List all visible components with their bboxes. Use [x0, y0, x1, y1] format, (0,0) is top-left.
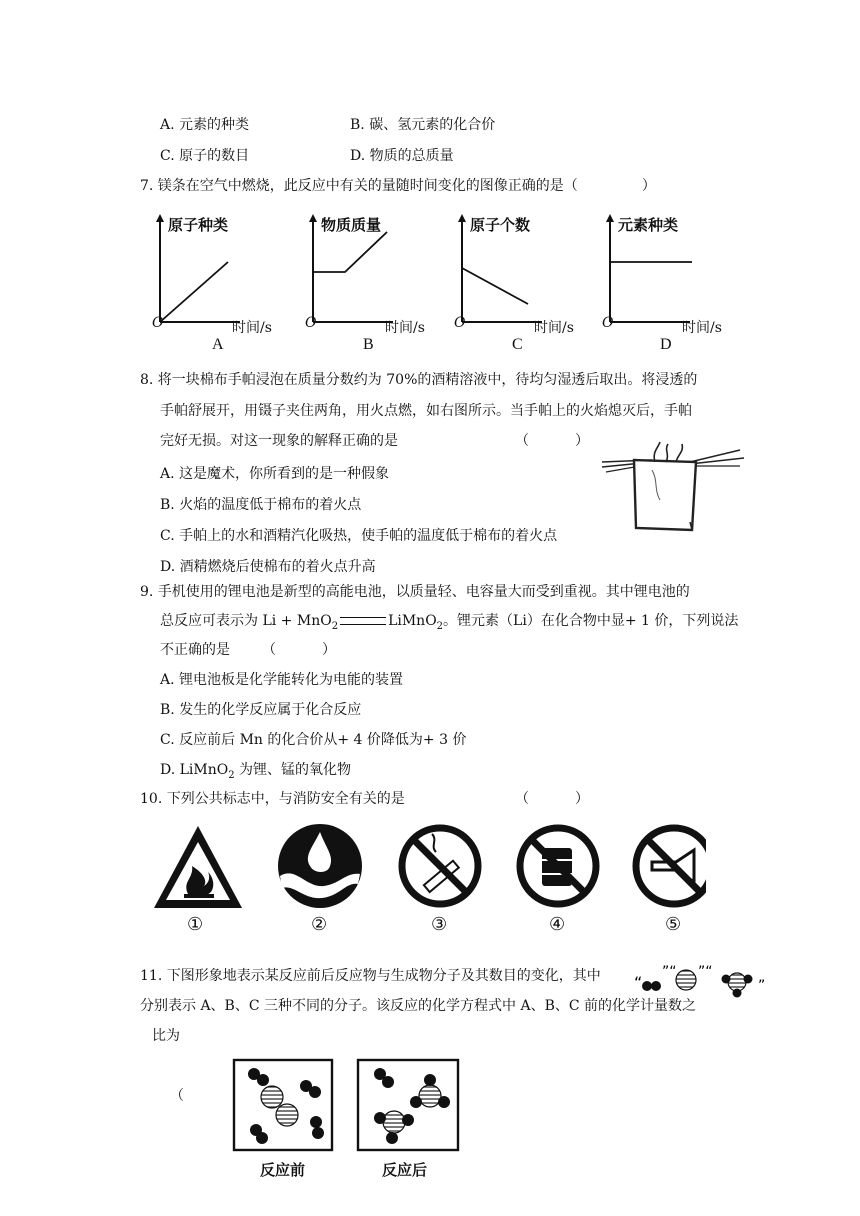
- q7-paren-close: ）: [641, 178, 656, 194]
- svg-text:”: ”: [758, 978, 766, 994]
- q9-option-a: A. 锂电池板是化学能转化为电能的装置: [160, 672, 404, 688]
- graph-c-origin: O: [454, 315, 466, 331]
- no-fuel-barrel-icon: [514, 822, 604, 912]
- q7-stem: [140, 176, 656, 196]
- q9-option-d-sub: 2: [228, 769, 235, 781]
- svg-text:”“: ”“: [698, 964, 713, 980]
- graph-b-title: 物质质量: [321, 216, 382, 234]
- q7-graph-a: [150, 210, 300, 360]
- q8-paren: [515, 431, 589, 451]
- q9-paren-open: （: [262, 642, 276, 658]
- q9-option-c: C. 反应前后 Mn 的化合价从+ 4 价降低为+ 3 价: [160, 732, 467, 748]
- q8-option-c: C. 手帕上的水和酒精汽化吸热，使手帕的温度低于棉布的着火点: [160, 528, 558, 544]
- q10-paren: [515, 789, 589, 809]
- q9-paren-close: ）: [322, 642, 336, 658]
- q9-equation-left: 总反应可表示为 Li + MnO: [160, 613, 332, 629]
- sign-1-number: ①: [187, 914, 204, 935]
- q7-graph-d: [600, 210, 750, 360]
- sign-no-horn: [630, 822, 720, 942]
- before-label: 反应前: [260, 1161, 306, 1179]
- sign-water-saving: [276, 822, 366, 942]
- q11-line3: 比为: [152, 1028, 180, 1044]
- q9-equals-sign: [340, 617, 386, 625]
- sign-flammable: [152, 822, 242, 942]
- q9-equation-right: LiMnO: [388, 613, 437, 629]
- q9-line3-text: 不正确的是: [160, 642, 230, 658]
- graph-c-xlabel: 时间/s: [534, 320, 574, 336]
- q8-option-b: B. 火焰的温度低于棉布的着火点: [160, 497, 362, 513]
- q8-option-a: A. 这是魔术，你所看到的是一种假象: [160, 466, 390, 482]
- graph-b-xlabel: 时间/s: [385, 320, 425, 336]
- sign-4-number: ④: [549, 914, 566, 935]
- q8-paren-open: （: [515, 433, 529, 449]
- q9-option-b: B. 发生的化学反应属于化合反应: [160, 702, 362, 718]
- graph-b-origin: O: [305, 315, 317, 331]
- q8-line1: 8. 将一块棉布手帕浸泡在质量分数约为 70%的酒精溶液中，待均匀湿透后取出。将浸透的: [140, 372, 698, 388]
- q10-paren-close: ）: [575, 791, 589, 807]
- graph-c-line: [462, 268, 528, 304]
- q8-line3: [160, 431, 398, 451]
- q7-graph-b: [303, 210, 453, 360]
- q8-line2: 手帕舒展开，用镊子夹住两角，用火点燃，如右图所示。当手帕上的火焰熄灭后，手帕: [160, 403, 692, 419]
- graph-b-caption: B: [363, 336, 374, 353]
- reaction-diagram: [232, 1058, 462, 1154]
- graph-c-title: 原子个数: [470, 216, 531, 234]
- graph-d-caption: D: [660, 336, 672, 353]
- q9-option-d: [160, 760, 351, 786]
- no-smoking-icon: [396, 822, 486, 912]
- flammable-icon: [152, 822, 244, 914]
- q6-option-d: D. 物质的总质量: [350, 148, 454, 164]
- water-drop-icon: [276, 822, 368, 914]
- after-label: 反应后: [382, 1161, 428, 1179]
- q8-line3-text: 完好无损。对这一现象的解释正确的是: [160, 433, 398, 449]
- q9-line2-rest: 。锂元素（Li）在化合物中显+ 1 价，下列说法: [443, 613, 739, 629]
- q9-sub-1: 2: [331, 620, 339, 632]
- q9-line3: [160, 640, 336, 660]
- sign-5-number: ⑤: [665, 914, 682, 935]
- q9-sub-2: 2: [436, 620, 444, 632]
- q9-option-d-rest: 为锂、锰的氧化物: [234, 762, 352, 778]
- q6-option-b: B. 碳、氢元素的化合价: [350, 117, 496, 133]
- graph-a-line: [160, 262, 228, 322]
- q9-line2: [160, 611, 738, 637]
- no-horn-icon: [630, 822, 714, 912]
- q10-stem: 10. 下列公共标志中，与消防安全有关的是: [140, 791, 405, 807]
- graph-d-title: 元素种类: [618, 216, 679, 234]
- svg-text:“: “: [634, 973, 643, 992]
- burning-handkerchief-illustration: [600, 440, 750, 540]
- graph-d-xlabel: 时间/s: [682, 320, 722, 336]
- q7-stem-text: 7. 镁条在空气中燃烧，此反应中有关的量随时间变化的图像正确的是（: [140, 178, 578, 194]
- q9-option-d-text: D. LiMnO: [160, 762, 229, 778]
- sign-no-smoking: [396, 822, 486, 942]
- molecule-legend: [634, 962, 770, 998]
- q8-option-d: D. 酒精燃烧后使棉布的着火点升高: [160, 559, 376, 575]
- sign-no-fuel: [514, 822, 604, 942]
- sign-2-number: ②: [311, 914, 328, 935]
- q11-line1: 11. 下图形象地表示某反应前后反应物与生成物分子及其数目的变化，其中: [140, 968, 601, 984]
- q7-graph-c: [452, 210, 602, 360]
- q8-paren-close: ）: [575, 433, 589, 449]
- q6-option-c: C. 原子的数目: [160, 148, 250, 164]
- svg-text:”“: ”“: [662, 964, 677, 980]
- q10-paren-open: （: [515, 791, 529, 807]
- graph-a-origin: O: [152, 315, 164, 331]
- q11-paren-open: （: [170, 1088, 184, 1104]
- graph-c-caption: C: [512, 336, 523, 353]
- graph-a-xlabel: 时间/s: [232, 320, 272, 336]
- q9-line1: 9. 手机使用的锂电池是新型的高能电池，以质量轻、电容量大而受到重视。其中锂电池的: [140, 584, 690, 600]
- graph-a-caption: A: [212, 336, 224, 353]
- sign-3-number: ③: [431, 914, 448, 935]
- graph-d-origin: O: [602, 315, 614, 331]
- q11-line2: 分别表示 A、B、C 三种不同的分子。该反应的化学方程式中 A、B、C 前的化学计量数之: [140, 998, 697, 1014]
- graph-a-title: 原子种类: [168, 216, 229, 234]
- graph-b-line: [313, 232, 387, 272]
- q6-option-a: A. 元素的种类: [160, 117, 250, 133]
